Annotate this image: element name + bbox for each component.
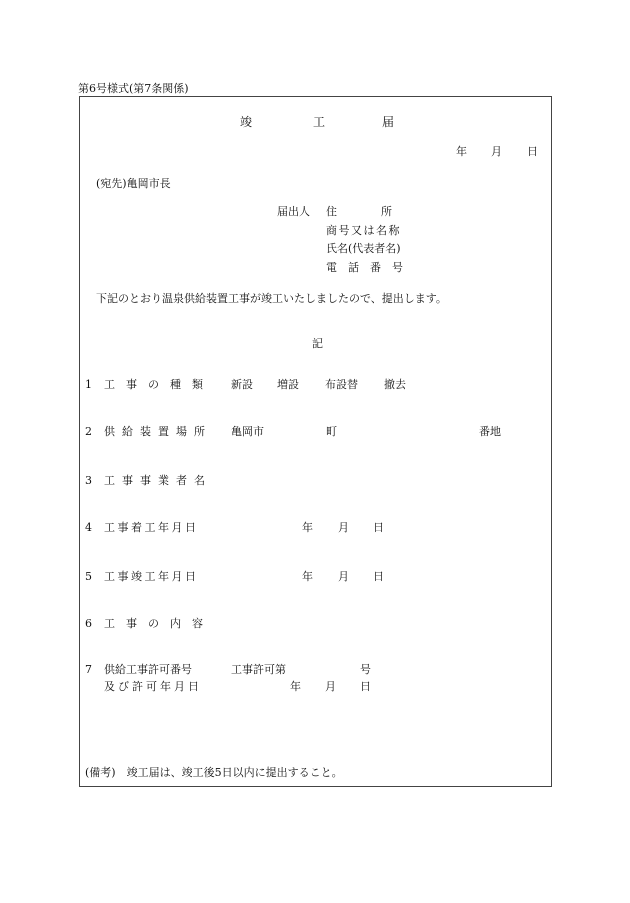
location-city: 亀岡市 [231, 425, 264, 438]
item-label: 工事着工年月日 [104, 521, 199, 534]
option-removal: 撤去 [384, 378, 406, 391]
item-number: 2 [85, 425, 92, 438]
title-char-2: 工 [313, 115, 326, 129]
title-char-3: 届 [382, 115, 395, 129]
permit-number-label: 工事許可第 [231, 663, 286, 676]
ki-heading: 記 [312, 337, 323, 350]
item-number: 5 [85, 570, 92, 583]
remarks: (備考) 竣工届は、竣工後5日以内に提出すること。 [85, 766, 343, 779]
item-label: 工事竣工年月日 [104, 570, 199, 583]
month-label: 月 [338, 570, 349, 583]
month-label: 月 [338, 521, 349, 534]
phone-label: 電 話 番 号 [326, 261, 403, 274]
option-extension: 増設 [277, 378, 299, 391]
address-label: 住 所 [326, 205, 392, 218]
representative-label: 氏名(代表者名) [326, 242, 401, 255]
date-day-label: 日 [527, 145, 538, 158]
form-frame [79, 96, 552, 787]
applicant-label: 届出人 [277, 205, 310, 218]
item-number: 3 [85, 474, 92, 487]
option-new: 新設 [231, 378, 253, 391]
option-relay: 布設替 [325, 378, 358, 391]
item-label: 工 事 の 内 容 [104, 617, 203, 630]
year-label: 年 [302, 521, 313, 534]
statement-text: 下記のとおり温泉供給装置工事が竣工いたしましたので、提出します。 [96, 292, 447, 305]
addressee: (宛先)亀岡市長 [96, 177, 171, 190]
day-label: 日 [373, 521, 384, 534]
day-label: 日 [360, 680, 371, 693]
item-label: 工 事 の 種 類 [104, 378, 203, 391]
date-month-label: 月 [491, 145, 502, 158]
title-char-1: 竣 [240, 115, 253, 129]
item-label-line2: 及び許可年月日 [104, 680, 202, 693]
location-town: 町 [326, 425, 337, 438]
form-number: 第6号様式(第7条関係) [78, 82, 189, 95]
item-number: 6 [85, 617, 92, 630]
item-number: 1 [85, 378, 92, 391]
month-label: 月 [325, 680, 336, 693]
year-label: 年 [302, 570, 313, 583]
permit-go-label: 号 [360, 663, 371, 676]
day-label: 日 [373, 570, 384, 583]
location-banchi: 番地 [479, 425, 501, 438]
date-year-label: 年 [456, 145, 467, 158]
item-number: 4 [85, 521, 92, 534]
year-label: 年 [290, 680, 301, 693]
item-label-line1: 供給工事許可番号 [104, 663, 192, 676]
item-label: 供給装置場所 [104, 425, 212, 438]
company-label: 商号又は名称 [326, 224, 401, 237]
item-label: 工事事業者名 [104, 474, 212, 487]
item-number: 7 [85, 663, 92, 676]
